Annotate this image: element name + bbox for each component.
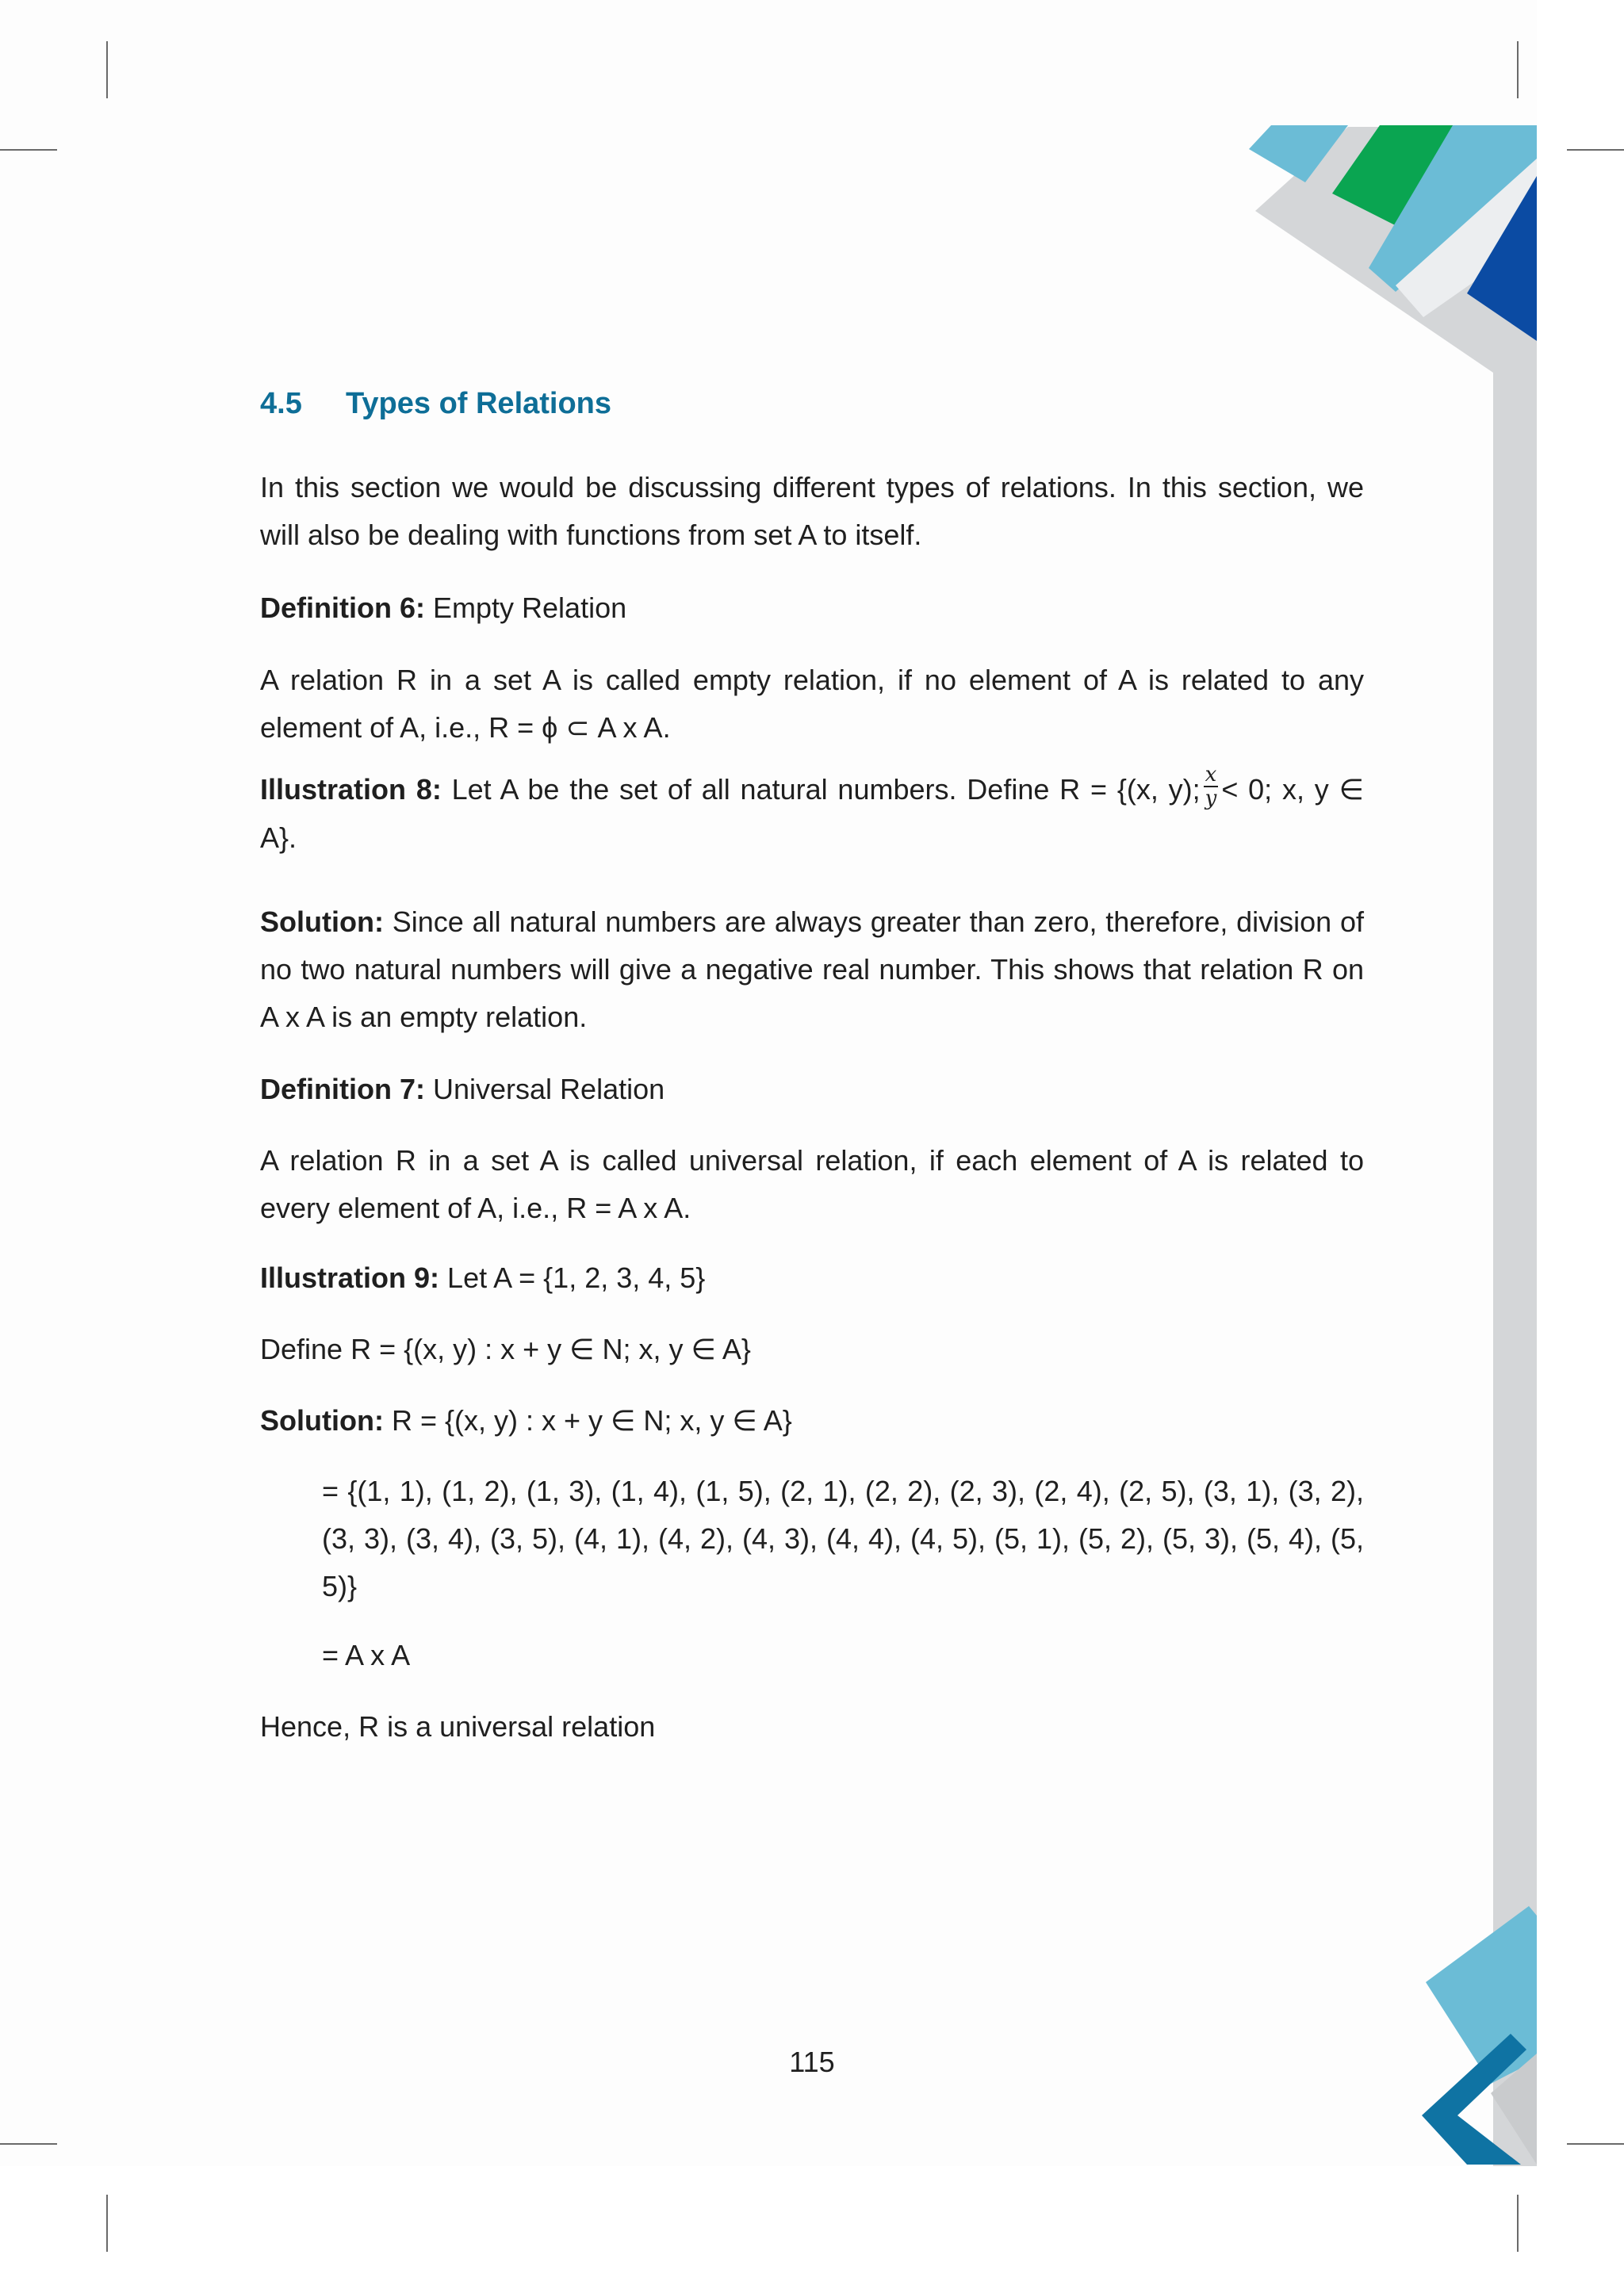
intro-paragraph: In this section we would be discussing different types of relations. In this section, we will also be dealing with functions from set A to itself. [260, 471, 1364, 551]
section-title: Types of Relations [346, 387, 612, 420]
section-heading [260, 387, 611, 421]
illustration-label: Illustration 8: [260, 773, 442, 806]
definition-7 [260, 1066, 1364, 1113]
fraction-numerator: x [1205, 763, 1217, 787]
definition-label: Definition 6: [260, 591, 425, 624]
fraction-denominator: y [1205, 787, 1217, 811]
solution-label: Solution: [260, 905, 384, 938]
illustration-text: Let A = {1, 2, 3, 4, 5} [447, 1261, 706, 1294]
illustration-label: Illustration 9: [260, 1261, 440, 1294]
illustration-9 [260, 1254, 1364, 1302]
definition-6 [260, 584, 1364, 632]
definition-label: Definition 7: [260, 1073, 425, 1105]
conclusion: Hence, R is a universal relation [260, 1710, 656, 1743]
section-number: 4.5 [260, 387, 302, 420]
pairs-list: = {(1, 1), (1, 2), (1, 3), (1, 4), (1, 5), (2, 1), (2, 2), (2, 3), (2, 4), (2, 5), (3, 1), (3, 2), (3, 3), (3, 4), (3, 5), (4, 1), (4, 2), (4, 3), (4, 4), (4, 5), (5, 1), (5, 2), (5, 3), (5, 4), (5, 5)} [322, 1475, 1364, 1602]
define-r-line: Define R = {(x, y) : x + y ∈ N; x, y ∈ A} [260, 1333, 751, 1365]
illustration-8 [260, 763, 1364, 862]
illustration-text-before: Let A be the set of all natural numbers. Define R = {(x, y); [451, 773, 1201, 806]
solution-label: Solution: [260, 1404, 384, 1437]
solution-9 [260, 1397, 1364, 1445]
fraction-x-over-y [1204, 764, 1219, 810]
definition-text: Empty Relation [433, 591, 627, 624]
definition-6-body: A relation R in a set A is called empty relation, if no element of A is related to any element of A, i.e., R = ϕ ⊂ A x A. [260, 664, 1364, 744]
definition-text: Universal Relation [433, 1073, 665, 1105]
page-number: 115 [789, 2046, 835, 2078]
equals-axa: = A x A [322, 1639, 411, 1671]
illustration-text-after: < 0; x, y ∈ A}. [260, 773, 1364, 855]
definition-7-body: A relation R in a set A is called universal relation, if each element of A is related to every element of A, i.e., R = A x A. [260, 1144, 1364, 1224]
solution-text: Since all natural numbers are always greater than zero, therefore, division of no two natural numbers will give a negative real number. This shows that relation R on A x A is an empty relation. [260, 905, 1364, 1033]
solution-8 [260, 898, 1364, 1041]
solution-text: R = {(x, y) : x + y ∈ N; x, y ∈ A} [391, 1404, 792, 1437]
